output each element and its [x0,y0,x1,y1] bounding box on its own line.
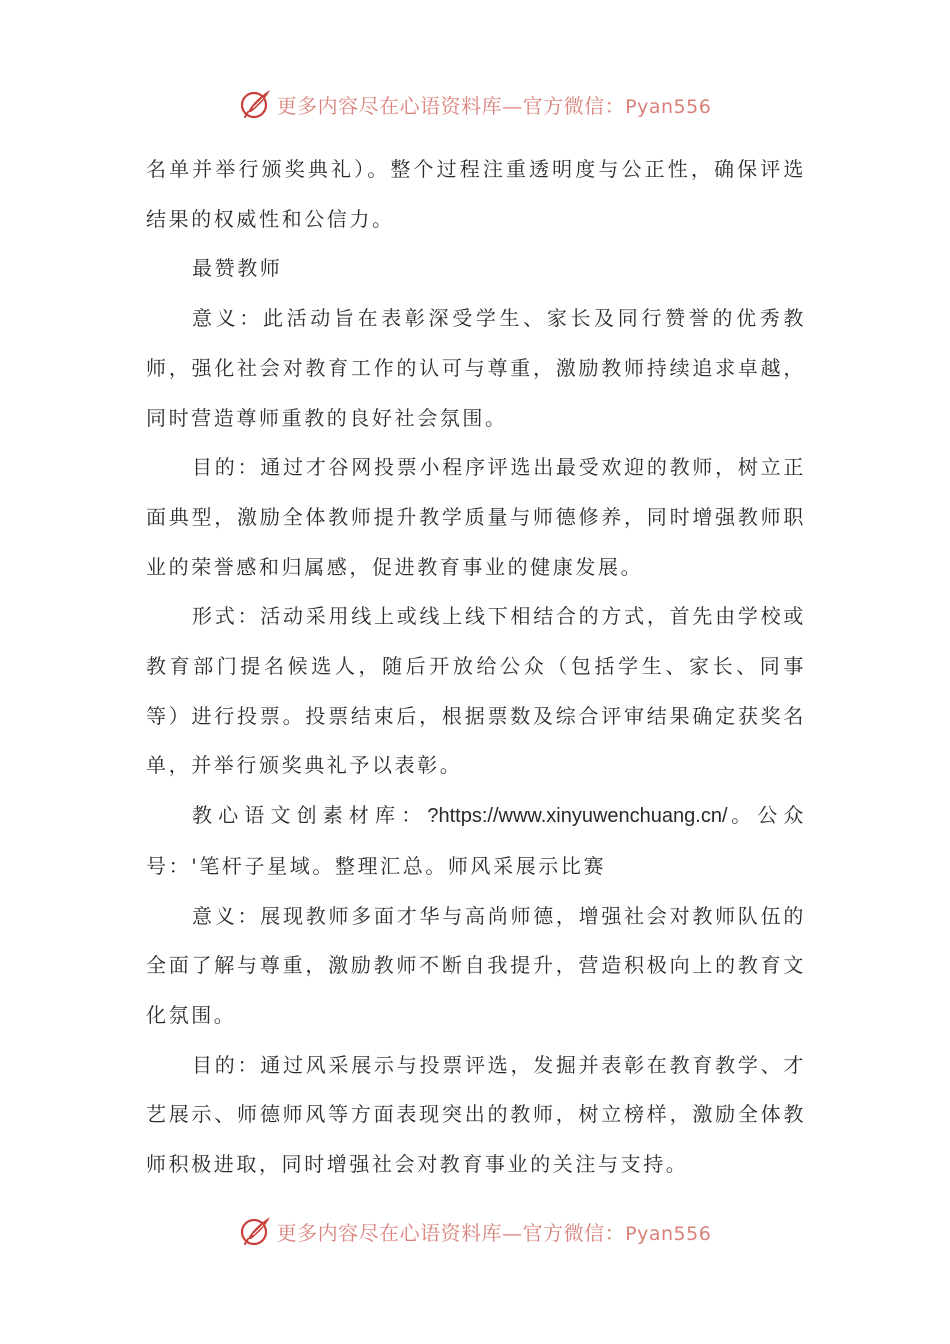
source-suffix: 。公众号：'笔杆子星域。整理汇总。师风采展示比赛 [146,803,806,878]
source-prefix: 教心语文创素材库： [192,803,428,828]
paragraph-format: 形式：活动采用线上或线上线下相结合的方式，首先由学校或教育部门提名候选人，随后开放给公众（包括学生、家长、同事等）进行投票。投票结束后，根据票数及综合评审结果确定获奖名单，并举行颁奖典礼予以表彰。 [146,604,806,778]
quill-pen-icon [239,1214,273,1248]
wechat-id: Pyan556 [625,1222,712,1245]
header-banner [0,84,950,124]
paragraph-purpose-2: 目的：通过风采展示与投票评选，发掘并表彰在教育教学、才艺展示、师德师风等方面表现突出的教师，树立榜样，激励全体教师积极进取，同时增强社会对教育事业的关注与支持。 [146,1052,806,1177]
wechat-id: Pyan556 [625,95,712,118]
paragraph-significance-1: 意义：此活动旨在表彰深受学生、家长及同行赞誉的优秀教师，强化社会对教育工作的认可与尊重，激励教师持续追求卓越，同时营造尊师重教的良好社会氛围。 [146,306,806,430]
paragraph-source-note [146,791,806,891]
source-url: ?https://www.xinyuwenchuang.cn/ [427,805,728,828]
section-heading: 最赞教师 [192,256,283,281]
paragraph-1: 名单并举行颁奖典礼）。整个过程注重透明度与公正性，确保评选结果的权威性和公信力。 [146,157,806,231]
banner-text: 更多内容尽在心语资料库—官方微信：Pyan556 [276,93,712,118]
paragraph-significance-2: 意义：展现教师多面才华与高尚师德，增强社会对教师队伍的全面了解与尊重，激励教师不断自我提升，营造积极向上的教育文化氛围。 [146,903,806,1027]
document-body [146,145,806,1190]
paragraph-purpose-1: 目的：通过才谷网投票小程序评选出最受欢迎的教师，树立正面典型，激励全体教师提升教学质量与师德修养，同时增强教师职业的荣誉感和归属感，促进教育事业的健康发展。 [146,455,806,579]
banner-text: 更多内容尽在心语资料库—官方微信：Pyan556 [276,1220,712,1245]
quill-pen-icon [239,87,273,121]
footer-banner [0,1211,950,1251]
